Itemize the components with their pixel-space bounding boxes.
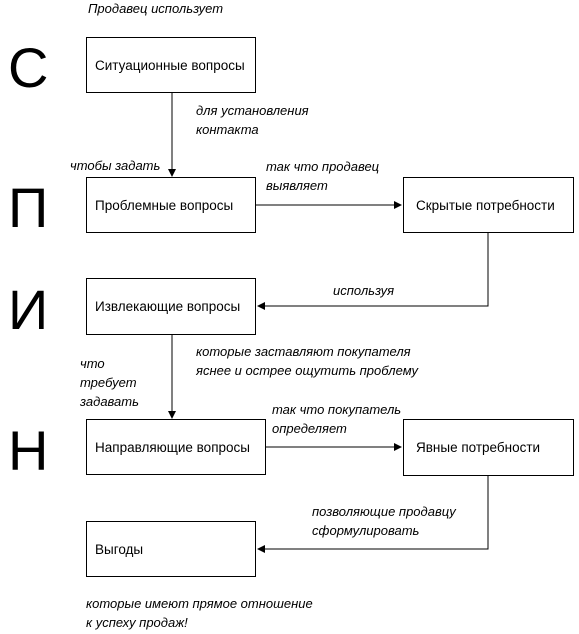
- label-which-requires-line-1: что: [80, 356, 105, 371]
- label-to-ask: чтобы задать: [70, 158, 161, 173]
- label-buyer-defines-line-2: определяет: [272, 421, 347, 436]
- label-using: используя: [333, 283, 395, 298]
- label-direct-relation: [86, 594, 313, 632]
- label-buyer-defines: [272, 400, 401, 438]
- problem-questions-box: [86, 177, 256, 233]
- label-for-contact: [196, 101, 309, 139]
- label-allow-seller: [312, 502, 456, 540]
- problem-questions-label: Проблемные вопросы: [95, 197, 234, 213]
- label-seller-reveals-line-2: выявляет: [266, 178, 328, 193]
- label-seller-reveals-line-1: так что продавец: [266, 159, 380, 174]
- extracting-questions-box: [86, 278, 256, 335]
- label-allow-seller-line-2: сформулировать: [312, 523, 420, 538]
- situational-questions-box: [86, 37, 256, 93]
- label-make-feel: [196, 342, 418, 380]
- letter-i: И: [8, 278, 49, 341]
- letter-n: Н: [8, 419, 49, 482]
- label-which-requires-line-3: задавать: [80, 394, 139, 409]
- label-for-contact-line-2: контакта: [196, 122, 259, 137]
- label-for-contact-line-1: для установления: [196, 103, 309, 118]
- hidden-needs-label: Скрытые потребности: [416, 197, 555, 213]
- label-direct-relation-line-2: к успеху продаж!: [86, 615, 188, 630]
- benefits-box: [86, 521, 256, 577]
- explicit-needs-box: [403, 419, 574, 476]
- label-seller-reveals: [266, 157, 379, 195]
- label-make-feel-line-1: которые заставляют покупателя: [196, 344, 411, 359]
- directing-questions-box: [86, 419, 266, 475]
- hidden-needs-box: [403, 177, 574, 233]
- situational-questions-label: Ситуационные вопросы: [95, 57, 245, 73]
- label-make-feel-line-2: яснее и острее ощутить проблему: [196, 363, 418, 378]
- label-which-requires-line-2: требует: [80, 375, 137, 390]
- benefits-label: Выгоды: [95, 541, 144, 557]
- label-allow-seller-line-1: позволяющие продавцу: [312, 504, 456, 519]
- explicit-needs-label: Явные потребности: [416, 440, 541, 455]
- label-which-requires: [80, 354, 139, 411]
- letter-p: П: [8, 176, 49, 239]
- directing-questions-label: Направляющие вопросы: [95, 439, 250, 455]
- extracting-questions-label: Извлекающие вопросы: [95, 299, 241, 314]
- letter-s: С: [8, 36, 49, 99]
- header-label: Продавец использует: [88, 1, 224, 16]
- label-buyer-defines-line-1: так что покупатель: [272, 402, 402, 417]
- label-direct-relation-line-1: которые имеют прямое отношение: [86, 596, 313, 611]
